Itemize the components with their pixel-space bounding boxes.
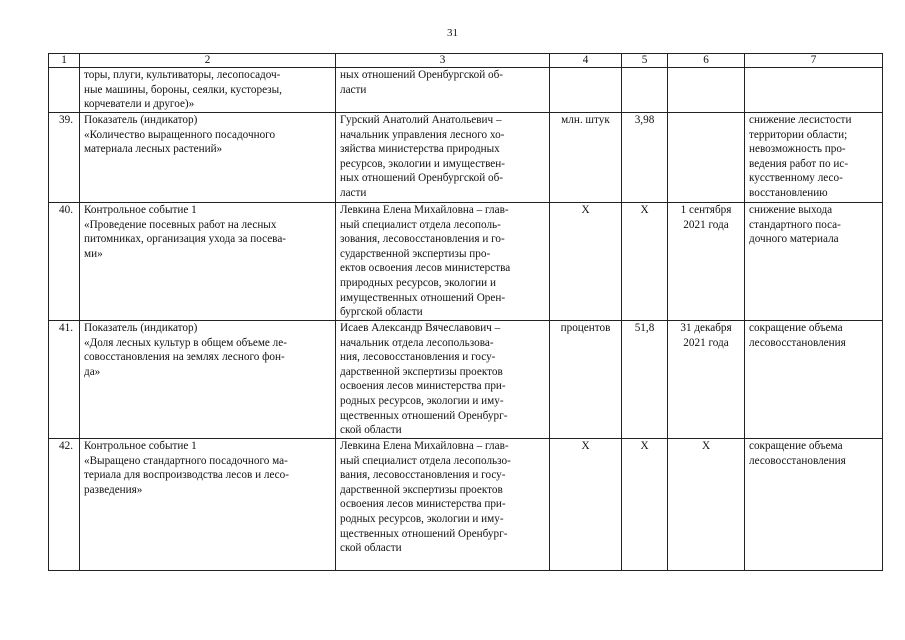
row-date-text: 31 декабря 2021 года (680, 322, 732, 349)
column-number: 2 (80, 54, 336, 68)
row-name-text: Контрольное событие 1 «Выращено стандартного посадочного ма- териала для воспроизводства лесов и лесо- разведения» (84, 440, 289, 496)
row-name (80, 321, 336, 439)
row-result (745, 203, 883, 321)
row-unit: X (550, 439, 622, 571)
row-date (668, 203, 745, 321)
row-result (745, 113, 883, 203)
column-number: 4 (550, 54, 622, 68)
row-date-text: X (701, 440, 711, 452)
column-number: 5 (622, 54, 668, 68)
row-responsible-text: Исаев Александр Вячеславович – начальник отдела лесопользова- ния, лесовосстановления и госу- дарственной экспертизы проектов освоения лесов министерства при- родных ресурсов, экологии и иму- щественных отношений Оренбург- ской области (340, 322, 508, 437)
column-number: 7 (745, 54, 883, 68)
row-responsible (336, 439, 550, 571)
row-date (668, 321, 745, 439)
row-number: 41. (49, 321, 80, 439)
column-number: 6 (668, 54, 745, 68)
row-unit: млн. штук (550, 113, 622, 203)
table-row (49, 321, 883, 439)
row-unit: процентов (550, 321, 622, 439)
row-responsible (336, 68, 550, 113)
row-date (668, 68, 745, 113)
column-number-row (49, 54, 883, 68)
row-name-text: Показатель (индикатор) «Доля лесных культур в общем объеме ле- совосстановления на землях лесного фон- да» (84, 322, 287, 378)
row-result-text: снижение выхода стандартного поса- дочного материала (749, 204, 841, 246)
row-responsible-text: Левкина Елена Михайловна – глав- ный специалист отдела лесопользо- вания, лесовосстановления и госу- дарственной экспертизы проектов освоения лесов министерства при- родных ресурсов, экологии и иму- щественных отношений Оренбург- ской области (340, 440, 511, 555)
row-date-text: 1 сентября 2021 года (680, 204, 732, 231)
table-row (49, 113, 883, 203)
table-row (49, 68, 883, 113)
column-number: 3 (336, 54, 550, 68)
row-result (745, 321, 883, 439)
row-name-text: торы, плуги, культиваторы, лесопосадоч- ные машины, бороны, сеялки, кусторезы, корчеватели и другое)» (84, 69, 282, 111)
row-name (80, 203, 336, 321)
row-responsible-text: Левкина Елена Михайловна – глав- ный специалист отдела лесополь- зования, лесовосстановления и го- сударственной экспертизы про- ектов освоения лесов министерства природных ресурсов, экологии и имущественных отношений Орен- бургской области (340, 204, 511, 319)
row-date (668, 439, 745, 571)
row-responsible (336, 321, 550, 439)
row-value (622, 68, 668, 113)
row-result-text: снижение лесистости территории области; невозможность про- ведения работ по ис- кусственному лесо- восстановлению (749, 114, 852, 199)
row-number (49, 68, 80, 113)
row-responsible-text: Гурский Анатолий Анатольевич – начальник управления лесного хо- зяйства министерства природных ресурсов, экологии и имуществен- ных отношений Оренбургской об- ласти (340, 114, 505, 199)
row-date (668, 113, 745, 203)
row-number: 40. (49, 203, 80, 321)
row-responsible (336, 113, 550, 203)
row-responsible-text: ных отношений Оренбургской об- ласти (340, 69, 504, 96)
row-responsible (336, 203, 550, 321)
row-value: 3,98 (622, 113, 668, 203)
row-unit: X (550, 203, 622, 321)
row-number: 39. (49, 113, 80, 203)
row-name (80, 113, 336, 203)
row-unit (550, 68, 622, 113)
row-result (745, 68, 883, 113)
row-result-text: сокращение объема лесовосстановления (749, 322, 846, 349)
row-name (80, 439, 336, 571)
row-value: 51,8 (622, 321, 668, 439)
row-number: 42. (49, 439, 80, 571)
row-name (80, 68, 336, 113)
row-value: X (622, 203, 668, 321)
row-result-text: сокращение объема лесовосстановления (749, 440, 846, 467)
table-row (49, 203, 883, 321)
row-name-text: Показатель (индикатор) «Количество выращенного посадочного материала лесных растений» (84, 114, 276, 156)
table-row (49, 439, 883, 571)
row-result (745, 439, 883, 571)
row-value: X (622, 439, 668, 571)
page-number: 31 (447, 27, 458, 39)
plan-table (48, 53, 883, 571)
column-number: 1 (49, 54, 80, 68)
row-name-text: Контрольное событие 1 «Проведение посевных работ на лесных питомниках, организация ухода за посева- ми» (84, 204, 287, 260)
